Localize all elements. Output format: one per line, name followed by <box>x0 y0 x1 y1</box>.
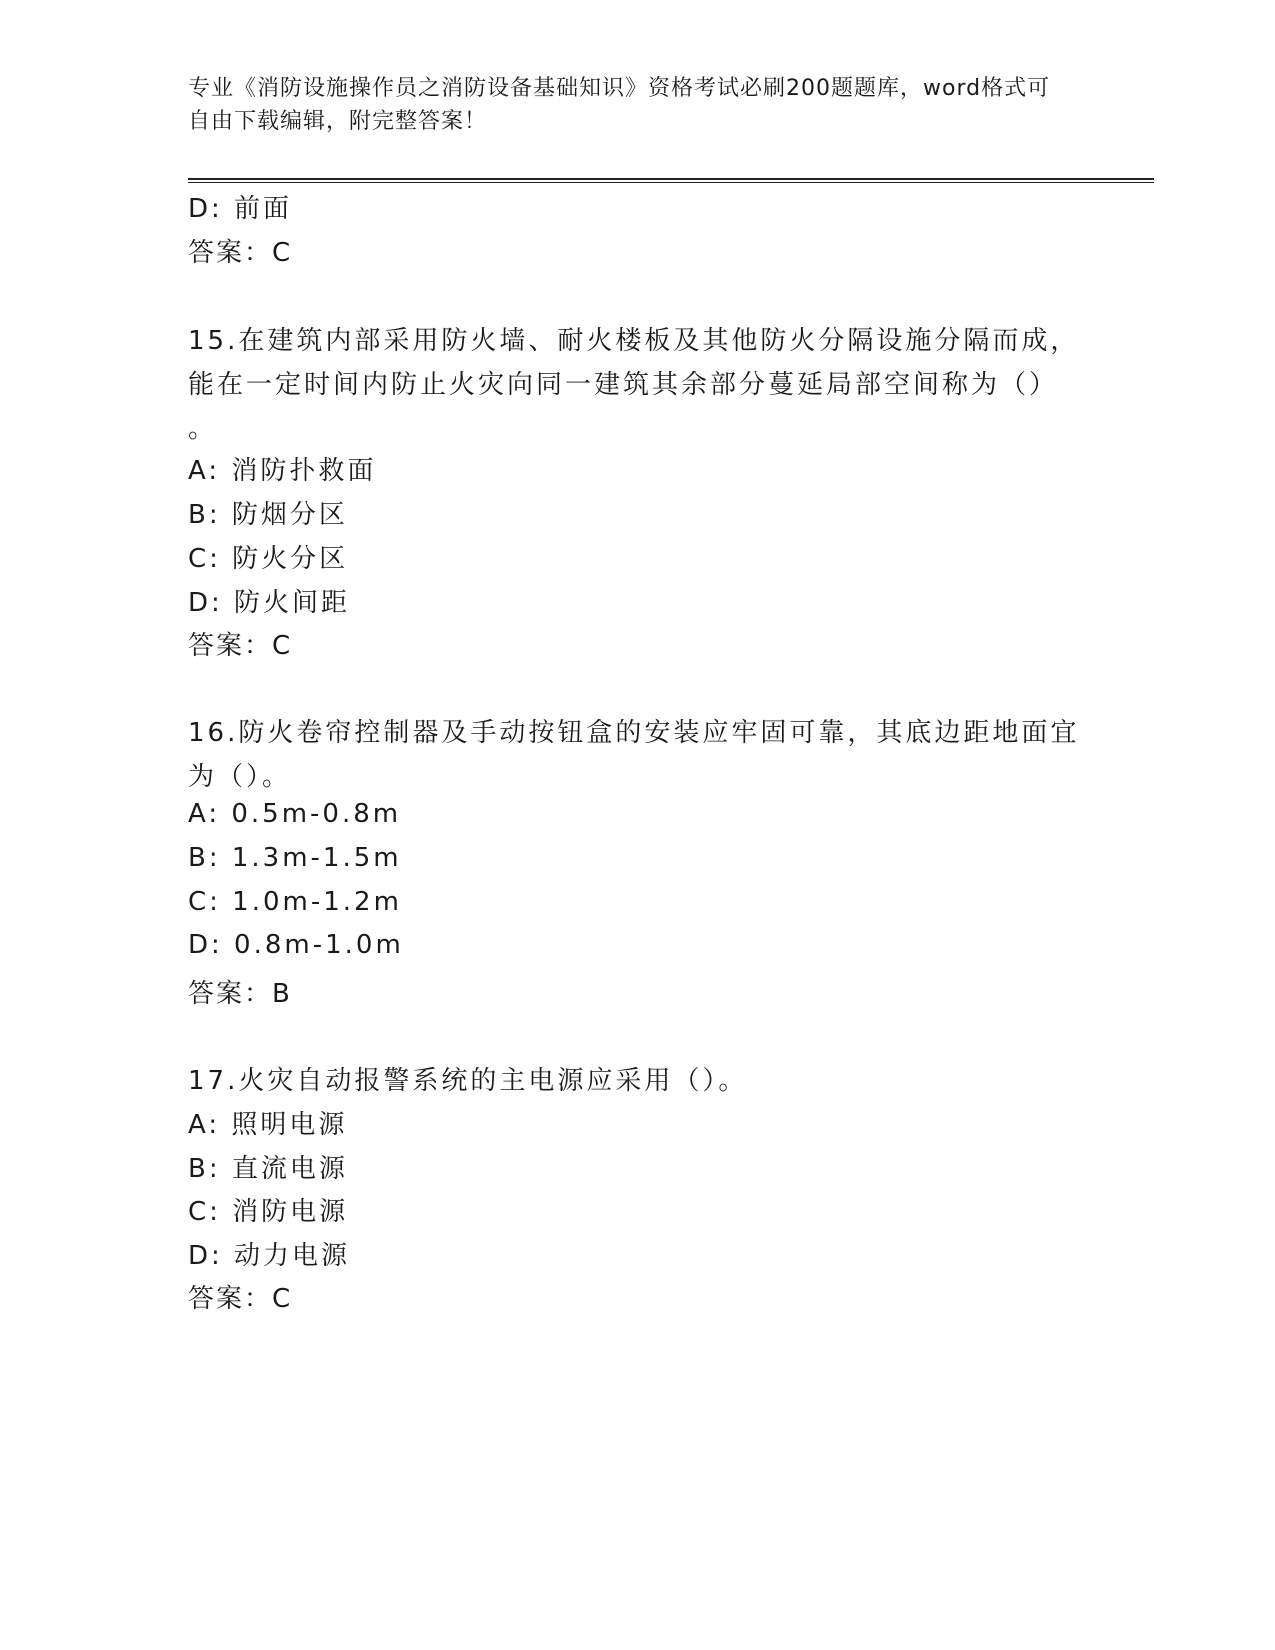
option-d: D: 动力电源 <box>188 1241 351 1271</box>
question-stem: 17.火灾自动报警系统的主电源应采用（）。 <box>188 1066 748 1096</box>
answer: 答案：B <box>188 979 292 1009</box>
option-a: A: 0.5m-0.8m <box>188 799 402 829</box>
question-stem: 为（）。 <box>188 762 292 792</box>
option-a: A: 消防扑救面 <box>188 456 377 486</box>
option-c: C: 防火分区 <box>188 544 349 574</box>
document-header: 专业《消防设施操作员之消防设备基础知识》资格考试必刷200题题库，word格式可自由下载编辑，附完整答案！ <box>188 76 1051 134</box>
question-stem: 16.防火卷帘控制器及手动按钮盒的安装应牢固可靠，其底边距地面宜 <box>188 718 1080 748</box>
option-b: B: 防烟分区 <box>188 500 348 530</box>
question-stem: 能在一定时间内防止火灾向同一建筑其余部分蔓延局部空间称为（） <box>188 370 1059 400</box>
option-a: A: 照明电源 <box>188 1110 348 1140</box>
option-d: D: 防火间距 <box>188 588 351 618</box>
answer: 答案：C <box>188 631 293 661</box>
question-stem: 。 <box>188 414 218 444</box>
option-d: D: 0.8m-1.0m <box>188 930 404 960</box>
option-c: C: 消防电源 <box>188 1197 349 1227</box>
answer: 答案：C <box>188 1284 293 1314</box>
option-d: D: 前面 <box>188 194 293 224</box>
header-divider <box>188 178 1154 183</box>
option-c: C: 1.0m-1.2m <box>188 887 402 917</box>
option-b: B: 直流电源 <box>188 1154 348 1184</box>
answer: 答案：C <box>188 238 293 268</box>
question-stem: 15.在建筑内部采用防火墙、耐火楼板及其他防火分隔设施分隔而成， <box>188 326 1080 356</box>
option-b: B: 1.3m-1.5m <box>188 843 402 873</box>
